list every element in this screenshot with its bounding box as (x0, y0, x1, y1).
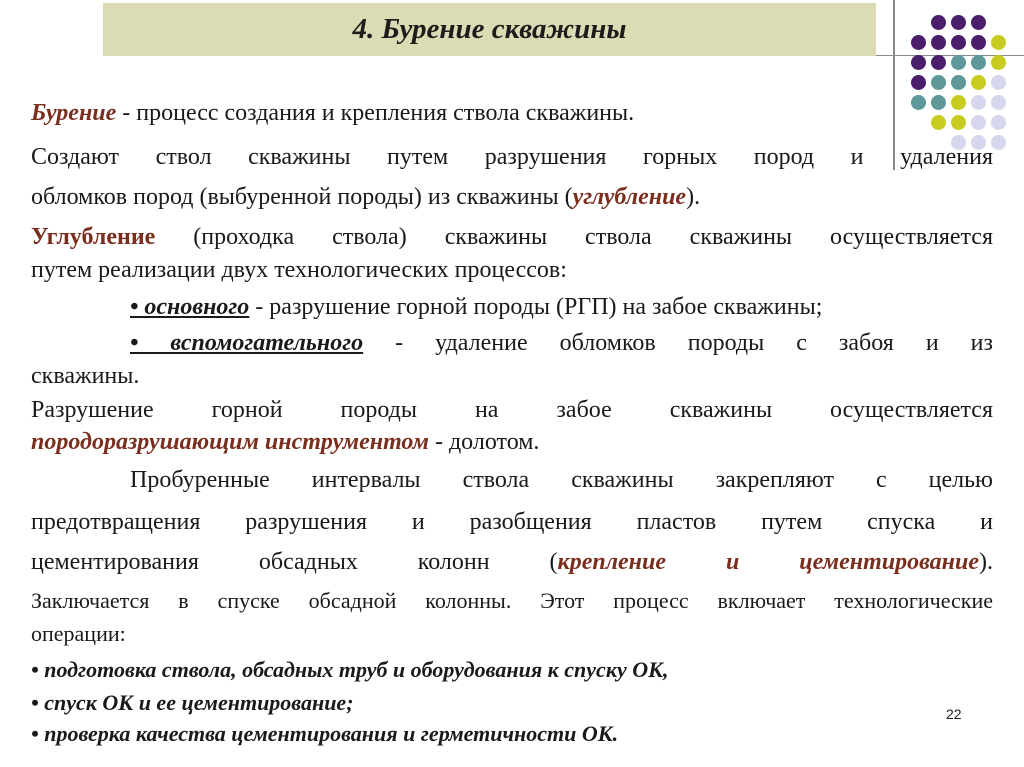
list-item: • вспомогательного - удаление обломков породы с забоя и из (130, 330, 994, 356)
paragraph-line: путем реализации двух технологических процессов: (31, 257, 567, 283)
decorative-dot (991, 115, 1006, 130)
decorative-dot (951, 15, 966, 30)
title-box (103, 3, 876, 56)
term-primary: основного (138, 294, 250, 320)
paragraph-line: Разрушение горной породы на забое скважины осуществляется (31, 397, 993, 423)
decorative-dot (991, 95, 1006, 110)
decorative-dot (971, 75, 986, 90)
decorative-dot (911, 35, 926, 50)
decorative-dot (931, 35, 946, 50)
decorative-dot (911, 55, 926, 70)
page-number: 22 (946, 706, 962, 722)
term-auxiliary: вспомогательного (138, 330, 364, 356)
paragraph-line: Заключается в спуске обсадной колонны. Этот процесс включает технологические (31, 588, 993, 613)
decorative-dot (991, 75, 1006, 90)
decorative-dot (951, 55, 966, 70)
decorative-dot (951, 75, 966, 90)
paragraph-line: Создают ствол скважины путем разрушения горных пород и удаления (31, 144, 993, 170)
decorative-dot (991, 35, 1006, 50)
paragraph-line: обломков пород (выбуренной породы) из скважины (углубление). (31, 184, 701, 210)
decorative-dot (971, 15, 986, 30)
decorative-dot (991, 135, 1006, 150)
term-deepening: углубление (572, 184, 687, 210)
slide-title: 4. Бурение скважины (352, 13, 627, 45)
decorative-dot (911, 75, 926, 90)
paragraph-line: предотвращения разрушения и разобщения пластов путем спуска и (31, 509, 993, 535)
paragraph-line: цементирования обсадных колонн (крепление и цементирование). (31, 549, 993, 575)
decorative-dot (971, 55, 986, 70)
term-casing-cementing: крепление и цементирование (557, 549, 979, 575)
decorative-dot (931, 75, 946, 90)
term-rock-breaking-tool: породоразрушающим инструментом (31, 429, 429, 455)
decorative-dot (951, 35, 966, 50)
operation-item: • подготовка ствола, обсадных труб и оборудования к спуску ОК, (31, 657, 669, 682)
decorative-dot (931, 55, 946, 70)
operation-item: • спуск ОК и ее цементирование; (31, 690, 354, 715)
term-drilling: Бурение (31, 100, 117, 126)
list-item: • основного - разрушение горной породы (РГП) на забое скважины; (130, 294, 823, 320)
operation-item: • проверка качества цементирования и герметичности ОК. (31, 721, 619, 746)
paragraph-line: Углубление (проходка ствола) скважины ствола скважины осуществляется (31, 224, 993, 250)
paragraph-line: скважины. (31, 363, 140, 389)
paragraph-definition: Бурение - процесс создания и крепления ствола скважины. (31, 100, 635, 126)
decorative-dot (931, 15, 946, 30)
paragraph-line: породоразрушающим инструментом - долотом. (31, 429, 540, 455)
term-deepening-heading: Углубление (31, 224, 156, 250)
decorative-dot (991, 55, 1006, 70)
paragraph-line: Пробуренные интервалы ствола скважины закрепляют с целью (130, 467, 993, 493)
decorative-dot (971, 35, 986, 50)
paragraph-line: операции: (31, 621, 126, 646)
